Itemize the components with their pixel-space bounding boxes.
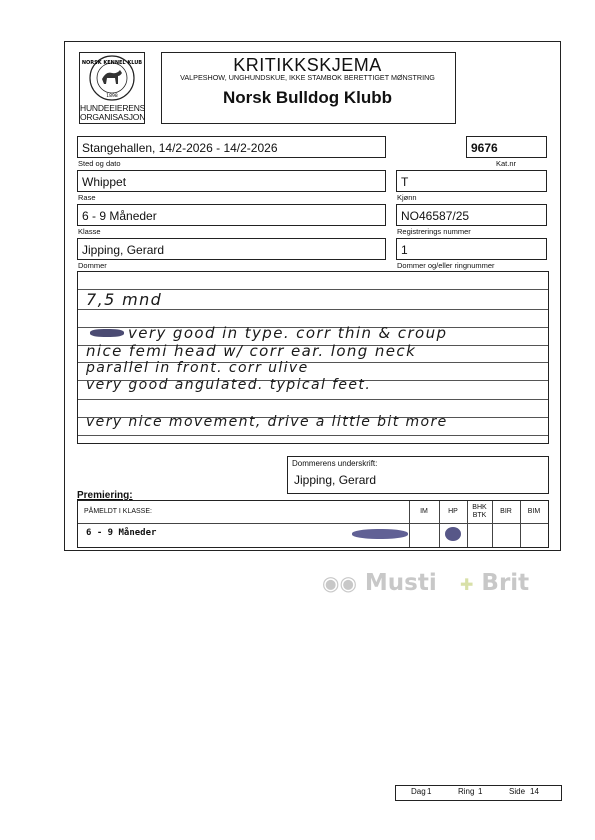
- ruled-line: [78, 399, 548, 400]
- ring-nr-label: Dommer og/eller ringnummer: [397, 261, 495, 270]
- sex-field: T: [396, 170, 547, 192]
- col-header-hp: HP: [448, 508, 458, 515]
- footer-day: 1: [427, 787, 432, 796]
- table-divider: [78, 523, 548, 524]
- nkk-seal-icon: [80, 53, 144, 105]
- critique-box: [77, 271, 549, 444]
- footer-ring: 1: [478, 787, 483, 796]
- signature-box: [287, 456, 549, 494]
- scribble-mark: [90, 329, 124, 337]
- place-date-field: Stangehallen, 14/2-2026 - 14/2-2026: [77, 136, 386, 158]
- class-label: Klasse: [78, 227, 101, 236]
- critique-line: very good in type. corr thin & croup: [128, 324, 448, 342]
- judge-label: Dommer: [78, 261, 107, 270]
- critique-line: parallel in front. corr ulive: [86, 360, 309, 376]
- footer-page-label: Side: [509, 787, 526, 796]
- table-row-class: 6 - 9 Måneder: [86, 528, 157, 538]
- logo-caption: HUNDEEIERENS ORGANISASJON: [80, 103, 146, 122]
- judge-field: Jipping, Gerard: [77, 238, 386, 260]
- scribble-mark: [352, 529, 408, 539]
- col-header-bim: BIM: [527, 508, 541, 515]
- footer-box: [395, 785, 562, 801]
- class-field: 6 - 9 Måneder: [77, 204, 386, 226]
- reg-nr-field: NO46587/25: [396, 204, 547, 226]
- signature-value: Jipping, Gerard: [294, 473, 377, 487]
- cat-nr-field: 9676: [466, 136, 547, 158]
- col-header-class: PÅMELDT I KLASSE:: [84, 508, 152, 515]
- brit-text: Brit: [481, 570, 530, 596]
- col-header-bir: BIR: [500, 508, 512, 515]
- logo-year: 1898: [106, 94, 118, 99]
- critique-line: nice femi head w/ corr ear. long neck: [86, 342, 417, 360]
- form-title: KRITIKKSKJEMA: [233, 55, 382, 75]
- form-subtitle: VALPESHOW, UNGHUNDSKUE, IKKE STAMBOK BERETTIGET MØNSTRING: [180, 73, 435, 82]
- critique-line: very nice movement, drive a little bit more: [86, 414, 448, 430]
- ruled-line: [78, 435, 548, 436]
- premiering-table: [77, 500, 549, 548]
- col-header-bhk-btk: BHK BTK: [472, 504, 487, 519]
- musti-paw-icon: ◉◉: [322, 571, 357, 595]
- cat-nr-label: Kat.nr: [496, 159, 517, 168]
- ruled-line: [78, 309, 548, 310]
- sex-label: Kjønn: [397, 193, 417, 202]
- breed-label: Rase: [78, 193, 96, 202]
- reg-nr-label: Registrerings nummer: [397, 227, 471, 236]
- club-name: Norsk Bulldog Klubb: [222, 88, 393, 107]
- footer-ring-label: Ring: [458, 787, 475, 796]
- place-date-label: Sted og dato: [78, 159, 121, 168]
- footer-day-label: Dag: [411, 787, 426, 796]
- footer-page: 14: [530, 787, 539, 796]
- hp-mark: [445, 527, 461, 541]
- logo-ring-text: NORSK KENNEL KLUB: [81, 60, 143, 66]
- premiering-label: Premiering:: [77, 490, 133, 501]
- ring-nr-field: 1: [396, 238, 547, 260]
- col-header-im: IM: [420, 508, 428, 515]
- musti-text: Musti: [364, 570, 437, 596]
- musti-logo: [322, 570, 437, 596]
- brit-cross-icon: ✚: [460, 575, 474, 594]
- brit-logo: [460, 570, 529, 596]
- critique-line: very good angulated. typical feet.: [86, 377, 372, 393]
- critique-line-age: 7,5 mnd: [86, 290, 163, 309]
- signature-label: Dommerens underskrift:: [292, 459, 378, 468]
- breed-field: Whippet: [77, 170, 386, 192]
